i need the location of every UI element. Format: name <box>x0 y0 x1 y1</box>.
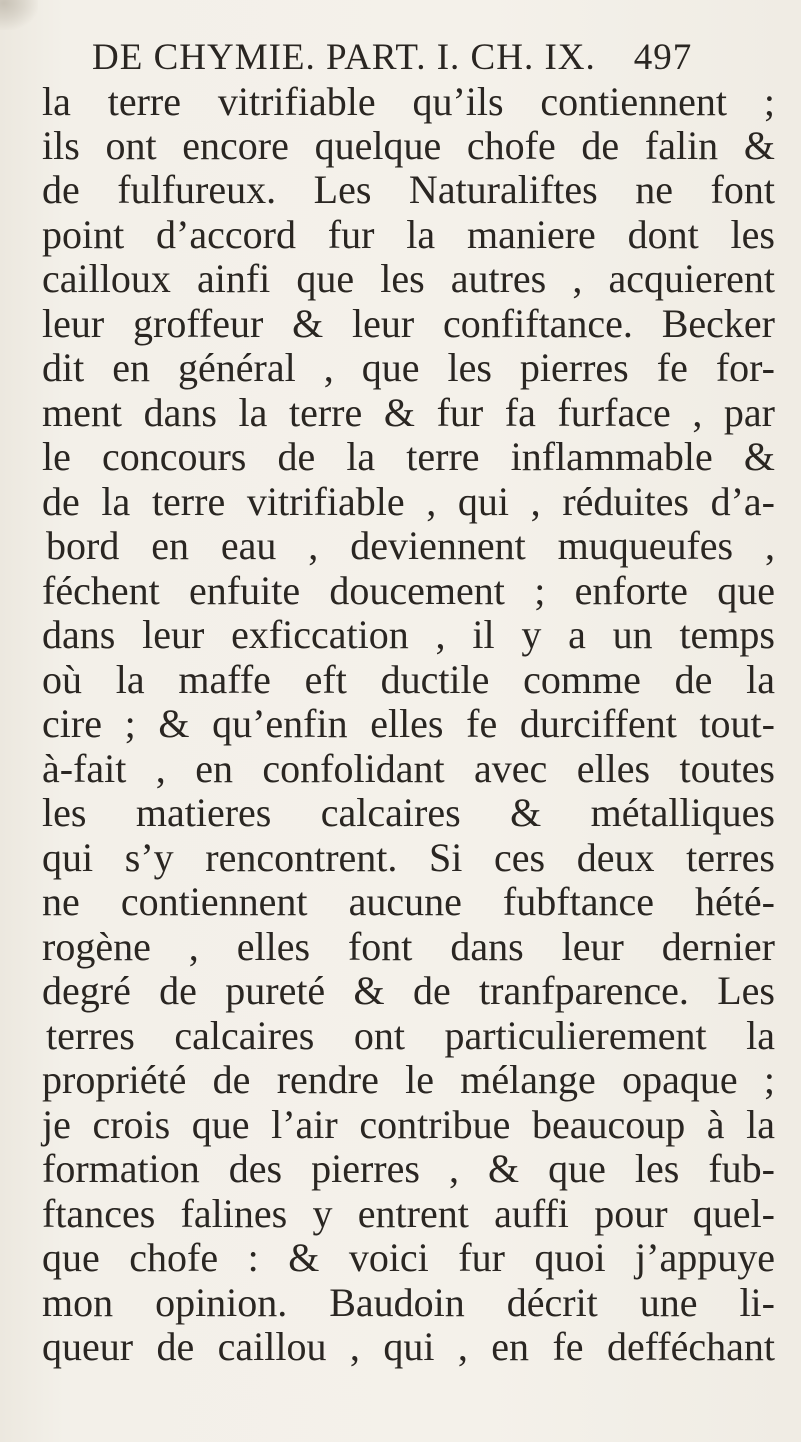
text-line: ftances falines y entrent auffi pour quel- <box>42 1191 775 1236</box>
text-line: le concours de la terre inflammable & <box>42 434 775 479</box>
text-line: bord en eau , deviennent muqueufes , <box>46 523 775 568</box>
text-line: où la maffe eft ductile comme de la <box>42 657 775 702</box>
text-line: qui s’y rencontrent. Si ces deux terres <box>42 835 775 880</box>
text-line: point d’accord fur la maniere dont les <box>42 212 775 257</box>
text-line: cire ; & qu’enfin elles fe durciffent tout- <box>42 701 775 746</box>
text-line: de la terre vitrifiable , qui , réduites d’a- <box>42 479 775 524</box>
text-line: dans leur exficcation , il y a un temps <box>42 612 775 657</box>
text-line: féchent enfuite doucement ; enforte que <box>42 568 775 613</box>
text-line: ne contiennent aucune fubftance hété- <box>42 879 775 924</box>
page-number: 497 <box>633 37 693 78</box>
text-line: je crois que l’air contribue beaucoup à la <box>42 1102 775 1147</box>
text-line: les matieres calcaires & métalliques <box>42 790 775 835</box>
text-line: la terre vitrifiable qu’ils contiennent ; <box>42 79 775 124</box>
text-line: mon opinion. Baudoin décrit une li- <box>42 1280 775 1325</box>
text-line: leur groffeur & leur confiftance. Becker <box>42 301 775 346</box>
text-line: propriété de rendre le mélange opaque ; <box>42 1057 775 1102</box>
text-line: ils ont encore quelque chofe de falin & <box>42 123 775 168</box>
text-line: dit en général , que les pierres fe for- <box>42 345 775 390</box>
text-line: à-fait , en confolidant avec elles toutes <box>42 746 775 791</box>
text-line: queur de caillou , qui , en fe defféchant <box>42 1324 775 1369</box>
text-line: rogène , elles font dans leur dernier <box>42 924 775 969</box>
running-head-title: DE CHYMIE. PART. I. CH. IX. <box>92 37 596 78</box>
text-line: terres calcaires ont particulierement la <box>46 1013 775 1058</box>
text-line: degré de pureté & de tranfparence. Les <box>42 968 775 1013</box>
text-line: que chofe : & voici fur quoi j’appuye <box>42 1235 775 1280</box>
text-line: cailloux ainfi que les autres , acquierent <box>42 256 775 301</box>
text-line: ment dans la terre & fur fa furface , par <box>42 390 775 435</box>
text-line: de fulfureux. Les Naturaliftes ne font <box>42 167 775 212</box>
text-line: formation des pierres , & que les fub- <box>42 1146 775 1191</box>
